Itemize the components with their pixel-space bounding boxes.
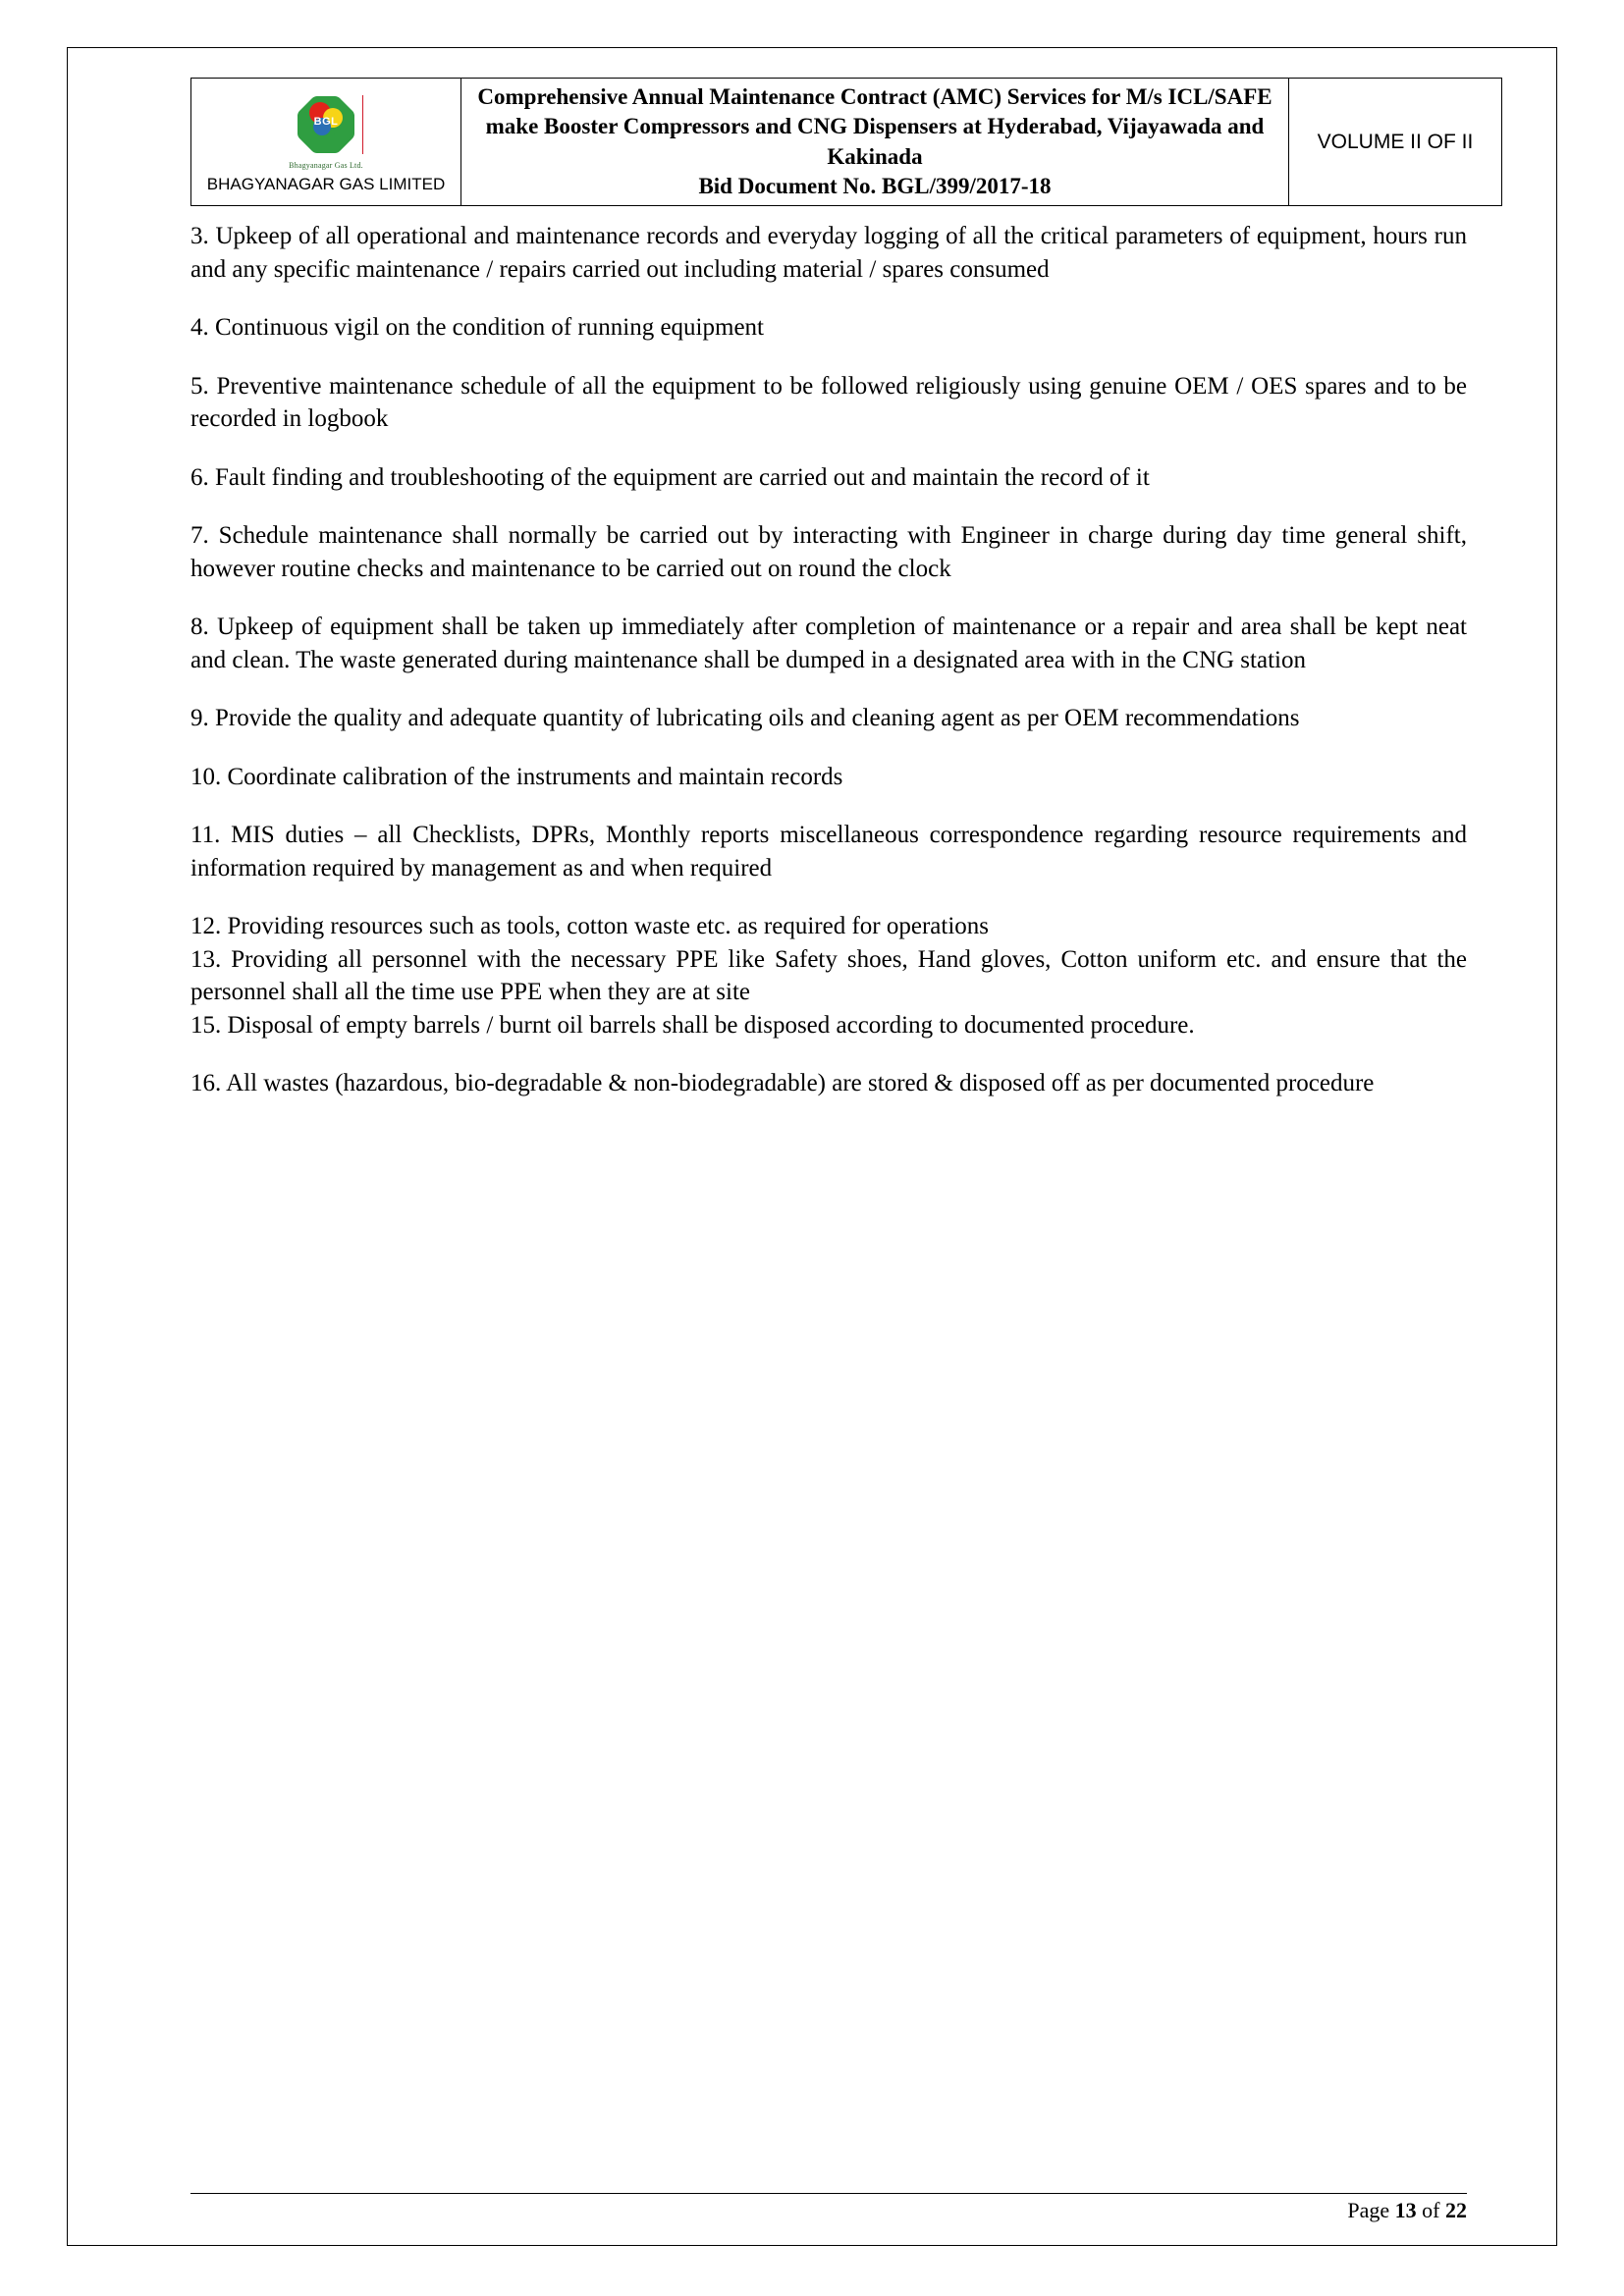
document-title: Comprehensive Annual Maintenance Contract (AMC) Services for M/s ICL/SAFE make Booster Compressors and CNG Dispensers at Hyderabad, Vijayawada and Kakinada bbox=[477, 84, 1272, 169]
logo-star-shape bbox=[296, 94, 356, 155]
header-volume-cell bbox=[1289, 79, 1502, 206]
footer-page-number: 13 bbox=[1394, 2198, 1417, 2222]
body-paragraph: 16. All wastes (hazardous, bio-degradable & non-biodegradable) are stored & disposed off as per documented procedure bbox=[190, 1070, 1375, 1097]
body-paragraph: 6. Fault finding and troubleshooting of the equipment are carried out and maintain the record of it bbox=[190, 463, 1150, 491]
logo-box bbox=[197, 89, 455, 194]
body-paragraph: 7. Schedule maintenance shall normally be carried out by interacting with Engineer in charge during day time general shift, however routine checks and maintenance to be carried out on round the clock bbox=[190, 522, 1467, 582]
document-header-table bbox=[190, 78, 1502, 206]
volume-label: VOLUME II OF II bbox=[1317, 130, 1474, 153]
footer-of-label: of bbox=[1422, 2198, 1440, 2222]
company-name: BHAGYANAGAR GAS LIMITED bbox=[206, 175, 446, 194]
footer-page-label: Page bbox=[1347, 2198, 1390, 2222]
body-paragraph: 8. Upkeep of equipment shall be taken up immediately after completion of maintenance or a repair and area shall be kept neat and clean. The waste generated during maintenance shall be dumped in a designated area with in the CNG station bbox=[190, 614, 1467, 673]
logo-subtext: Bhagyanagar Gas Ltd. bbox=[289, 161, 363, 171]
body-paragraph: 15. Disposal of empty barrels / burnt oil barrels shall be disposed according to documented procedure. bbox=[190, 1011, 1195, 1039]
body-paragraph: 9. Provide the quality and adequate quantity of lubricating oils and cleaning agent as per OEM recommendations bbox=[190, 705, 1300, 732]
body-paragraph: 10. Coordinate calibration of the instruments and maintain records bbox=[190, 763, 843, 790]
bid-document-number: Bid Document No. BGL/399/2017-18 bbox=[698, 174, 1052, 199]
footer-total-pages: 22 bbox=[1445, 2198, 1467, 2222]
body-paragraph: 11. MIS duties – all Checklists, DPRs, Monthly reports miscellaneous correspondence regarding resource requirements and information required by management as and when required bbox=[190, 822, 1467, 881]
document-body bbox=[190, 220, 1467, 1100]
body-paragraph: 3. Upkeep of all operational and maintenance records and everyday logging of all the critical parameters of equipment, hours run and any specific maintenance / repairs carried out including material / spares consumed bbox=[190, 223, 1467, 283]
header-logo-cell bbox=[191, 79, 461, 206]
body-paragraph: 4. Continuous vigil on the condition of running equipment bbox=[190, 314, 764, 342]
body-paragraph: 13. Providing all personnel with the necessary PPE like Safety shoes, Hand gloves, Cotton uniform etc. and ensure that the personnel shall all the time use PPE when they are at site bbox=[190, 945, 1467, 1006]
body-paragraph: 12. Providing resources such as tools, cotton waste etc. as required for operations bbox=[190, 913, 989, 940]
body-paragraph: 5. Preventive maintenance schedule of all the equipment to be followed religiously using genuine OEM / OES spares and to be recorded in logbook bbox=[190, 372, 1467, 433]
page-content bbox=[190, 78, 1474, 1100]
document-page bbox=[67, 47, 1557, 2246]
header-title-cell bbox=[461, 79, 1289, 206]
page-footer bbox=[190, 2193, 1467, 2223]
bgl-flower-logo bbox=[267, 89, 385, 160]
logo-divider bbox=[362, 95, 363, 154]
logo-mark-text: BGL bbox=[313, 116, 339, 129]
